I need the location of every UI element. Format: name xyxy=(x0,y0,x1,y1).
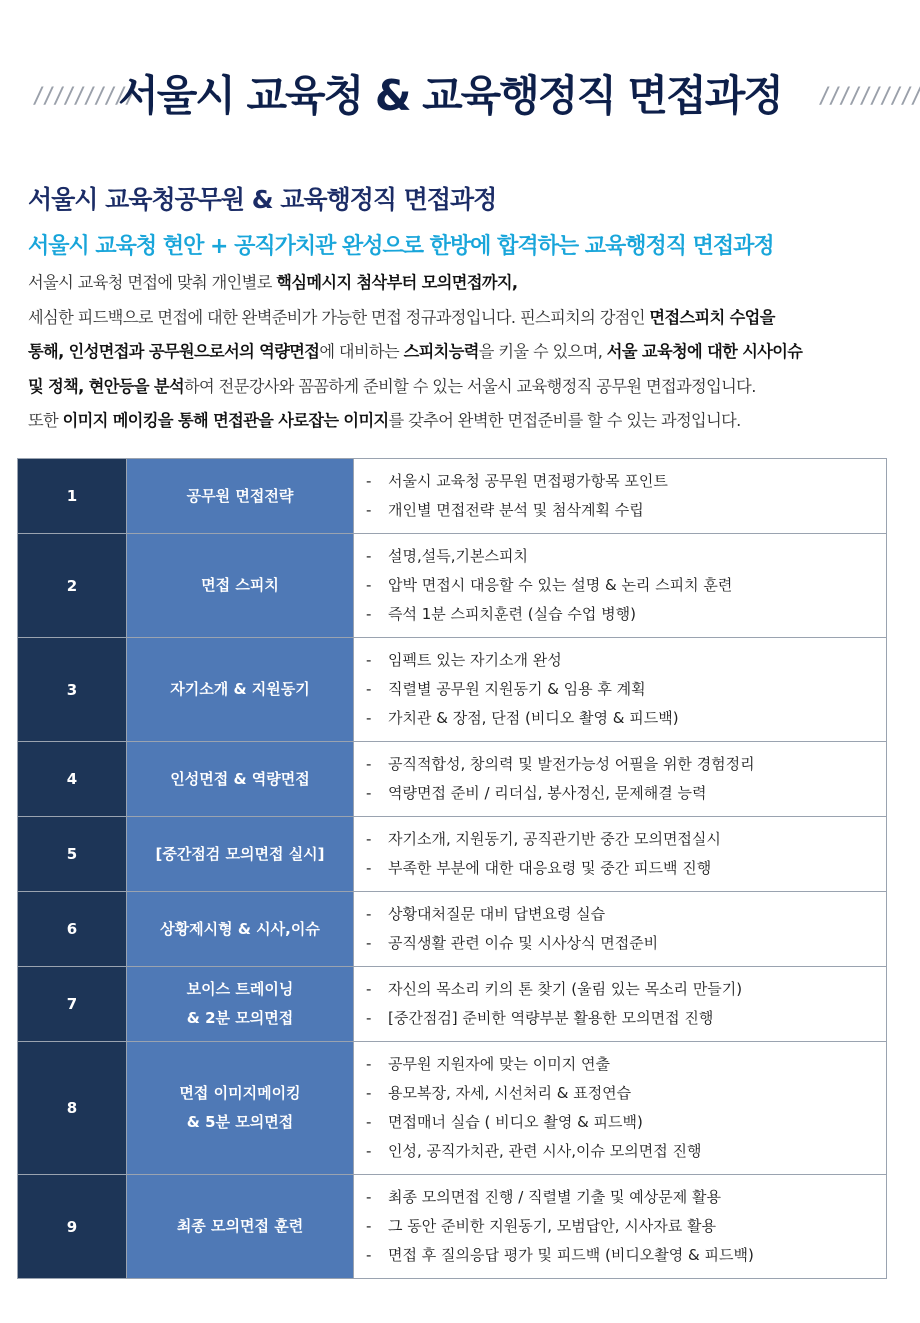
session-details xyxy=(354,892,887,967)
session-topic-line: & 2분 모의면접 xyxy=(186,1009,294,1027)
decorative-slashes-right: ////////// xyxy=(818,84,920,109)
curriculum-row xyxy=(18,892,887,967)
session-detail-item: - 용모복장, 자세, 시선처리 & 표정연습 xyxy=(366,1079,874,1108)
hero-header xyxy=(0,66,920,126)
curriculum-row xyxy=(18,817,887,892)
session-detail-item: - [중간점검] 준비한 역량부분 활용한 모의면접 진행 xyxy=(366,1004,874,1033)
session-detail-item: - 공직생활 관련 이슈 및 시사상식 면접준비 xyxy=(366,929,874,958)
session-topic xyxy=(127,1042,354,1175)
session-detail-item: - 임펙트 있는 자기소개 완성 xyxy=(366,646,874,675)
session-topic-line: 상황제시형 & 시사,이슈 xyxy=(160,919,320,938)
session-detail-item: - 직렬별 공무원 지원동기 & 임용 후 계획 xyxy=(366,675,874,704)
session-number: 1 xyxy=(18,459,127,534)
curriculum-row xyxy=(18,967,887,1042)
session-detail-item: - 인성, 공직가치관, 관련 시사,이슈 모의면접 진행 xyxy=(366,1137,874,1166)
intro-line xyxy=(28,301,878,336)
session-detail-item: - 최종 모의면접 진행 / 직렬별 기출 및 예상문제 활용 xyxy=(366,1183,874,1212)
session-detail-item: - 그 동안 준비한 지원동기, 모범답안, 시사자료 활용 xyxy=(366,1212,874,1241)
curriculum-row xyxy=(18,742,887,817)
session-details xyxy=(354,967,887,1042)
course-subtitle: 서울시 교육청공무원 & 교육행정직 면접과정 xyxy=(28,185,497,214)
session-topic xyxy=(127,459,354,534)
session-topic xyxy=(127,742,354,817)
session-topic xyxy=(127,967,354,1042)
intro-line xyxy=(28,370,878,405)
intro-highlight: 통해, 인성면접과 공무원으로서의 역량면접 xyxy=(28,342,320,362)
session-detail-item: - 서울시 교육청 공무원 면접평가항목 포인트 xyxy=(366,467,874,496)
intro-highlight: 핵심메시지 첨삭부터 모의면접까지, xyxy=(276,273,518,292)
intro-text: 세심한 피드백으로 면접에 대한 완벽준비가 가능한 면접 정규과정입니다. 핀스피치의 강점인 xyxy=(28,307,650,327)
session-details xyxy=(354,817,887,892)
session-details xyxy=(354,742,887,817)
session-details xyxy=(354,1042,887,1175)
session-details xyxy=(354,1175,887,1279)
intro-highlight: 이미지 메이킹을 통해 면접관을 사로잡는 이미지 xyxy=(62,411,389,431)
intro-text: 또한 xyxy=(28,411,63,431)
session-number: 4 xyxy=(18,742,127,817)
session-detail-item: - 공무원 지원자에 맞는 이미지 연출 xyxy=(366,1050,874,1079)
session-topic-line: 면접 스피치 xyxy=(201,576,279,594)
session-detail-item: - 즉석 1분 스피치훈련 (실습 수업 병행) xyxy=(366,600,874,629)
session-topic-line: 자기소개 & 지원동기 xyxy=(170,680,310,698)
session-topic-line: 면접 이미지메이킹 xyxy=(179,1084,301,1102)
intro-highlight: 면접스피치 수업을 xyxy=(649,307,775,327)
session-detail-item: - 자기소개, 지원동기, 공직관기반 중간 모의면접실시 xyxy=(366,825,874,854)
session-detail-item: - 상황대처질문 대비 답변요령 실습 xyxy=(366,900,874,929)
session-details xyxy=(354,638,887,742)
curriculum-table xyxy=(17,458,887,1279)
session-topic xyxy=(127,817,354,892)
session-number: 2 xyxy=(18,534,127,638)
session-number: 8 xyxy=(18,1042,127,1175)
intro-paragraph xyxy=(28,266,878,439)
intro-text: 서울시 교육청 면접에 맞춰 개인별로 xyxy=(28,273,277,292)
session-detail-item: - 가치관 & 장점, 단점 (비디오 촬영 & 피드백) xyxy=(366,704,874,733)
curriculum-row xyxy=(18,1042,887,1175)
intro-highlight: 서울 교육청에 대한 시사이슈 xyxy=(606,342,803,362)
session-detail-item: - 공직적합성, 창의력 및 발전가능성 어필을 위한 경험정리 xyxy=(366,750,874,779)
intro-line xyxy=(28,266,878,301)
page-title: 서울시 교육청 & 교육행정직 면접과정 xyxy=(118,71,782,120)
course-tagline: 서울시 교육청 현안 + 공직가치관 완성으로 한방에 합격하는 교육행정직 면접과정 xyxy=(28,234,774,259)
session-detail-item: - 면접매너 실습 ( 비디오 촬영 & 피드백) xyxy=(366,1108,874,1137)
session-number: 3 xyxy=(18,638,127,742)
session-topic-line: 최종 모의면접 훈련 xyxy=(176,1217,304,1235)
session-detail-item: - 설명,설득,기본스피치 xyxy=(366,542,874,571)
session-detail-item: - 면접 후 질의응답 평가 및 피드백 (비디오촬영 & 피드백) xyxy=(366,1241,874,1270)
intro-line xyxy=(28,404,878,439)
curriculum-row xyxy=(18,534,887,638)
intro-highlight: 및 정책, 현안등을 분석 xyxy=(28,376,184,396)
intro-text: 를 갖추어 완벽한 면접준비를 할 수 있는 과정입니다. xyxy=(388,411,741,431)
curriculum-row xyxy=(18,638,887,742)
curriculum-row xyxy=(18,459,887,534)
session-details xyxy=(354,534,887,638)
session-details xyxy=(354,459,887,534)
curriculum-row xyxy=(18,1175,887,1279)
session-number: 6 xyxy=(18,892,127,967)
session-detail-item: - 자신의 목소리 키의 톤 찾기 (울림 있는 목소리 만들기) xyxy=(366,975,874,1004)
session-topic-line: 보이스 트레이닝 xyxy=(186,980,294,998)
session-detail-item: - 역량면접 준비 / 리더십, 봉사정신, 문제해결 능력 xyxy=(366,779,874,808)
intro-line xyxy=(28,335,878,370)
intro-text: 에 대비하는 xyxy=(319,342,404,362)
session-topic-line: 인성면접 & 역량면접 xyxy=(170,769,310,788)
session-number: 9 xyxy=(18,1175,127,1279)
session-topic xyxy=(127,534,354,638)
decorative-slashes-left: ////////// xyxy=(32,84,135,109)
session-detail-item: - 부족한 부분에 대한 대응요령 및 중간 피드백 진행 xyxy=(366,854,874,883)
session-topic-line: 공무원 면접전략 xyxy=(186,486,294,505)
intro-text: 하여 전문강사와 꼼꼼하게 준비할 수 있는 서울시 교육행정직 공무원 면접과정입니다. xyxy=(184,376,756,396)
session-topic xyxy=(127,638,354,742)
session-topic-line: [중간점검 모의면접 실시] xyxy=(155,844,325,863)
session-topic xyxy=(127,892,354,967)
session-topic xyxy=(127,1175,354,1279)
intro-highlight: 스피치능력 xyxy=(403,342,479,362)
session-topic-line: & 5분 모의면접 xyxy=(186,1113,294,1131)
intro-text: 을 키울 수 있으며, xyxy=(478,342,607,362)
session-number: 5 xyxy=(18,817,127,892)
session-detail-item: - 개인별 면접전략 분석 및 첨삭계획 수립 xyxy=(366,496,874,525)
session-number: 7 xyxy=(18,967,127,1042)
session-detail-item: - 압박 면접시 대응할 수 있는 설명 & 논리 스피치 훈련 xyxy=(366,571,874,600)
